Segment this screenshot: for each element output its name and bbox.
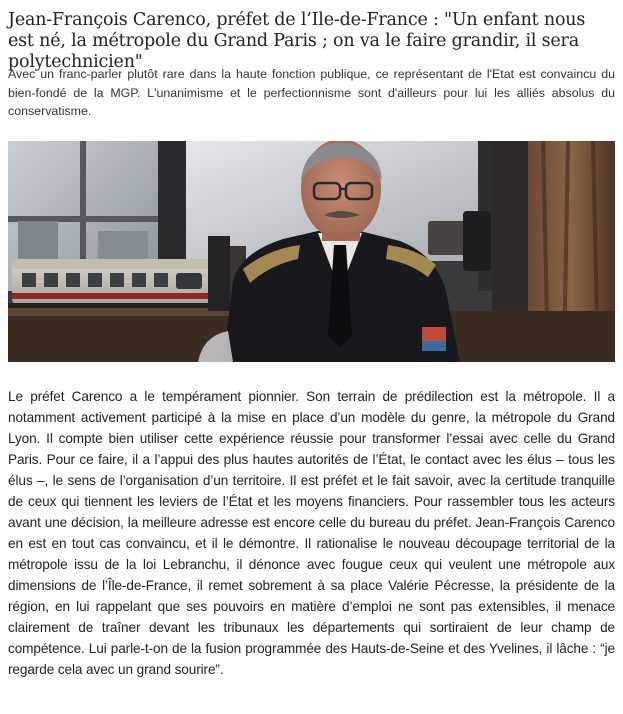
article-photo (8, 141, 615, 362)
article-headline: Jean-François Carenco, préfet de l’Ile-de-France : "Un enfant nous est né, la métropole du Grand Paris ; on va le faire grandir, il sera polytechnicien" (8, 10, 586, 72)
article-lede: Avec un franc-parler plutôt rare dans la haute fonction publique, ce représentant de l'Etat est convaincu du bien-fondé de la MGP. L'unanimisme et le perfectionnisme sont d'ailleurs pour lui les alliés absolus du conservatisme. (8, 67, 615, 118)
prefect-portrait-illustration (8, 141, 615, 362)
article-body: Le préfet Carenco a le tempérament pionnier. Son terrain de prédilection est la métropole. Il a notamment activement participé à la mise en place d’un modèle du genre, la métropole du Grand Lyon. Il compte bien utiliser cette expérience réussie pour transformer l’essai avec celle du Grand Paris. Pour ce faire, il a l’appui des plus hautes autorités de l’État, le contact avec les élus – tous les élus –, le sens de l’organisation d’un territoire. Il est préfet et le fait savoir, avec la certitude tranquille de ceux qui tiennent les leviers de l’État et les moyens financiers. Pour rassembler tous les acteurs avant une décision, la meilleure adresse est encore celle du bureau du préfet. Jean-François Carenco en est en tout cas convaincu, et il le démontre. Il rationalise le nouveau découpage territorial de la métropole issu de la loi Lebranchu, il dénonce avec fougue ceux qui veulent une métropole aux dimensions de l’Île-de-France, il remet sobrement à sa place Valérie Pécresse, la présidente de la région, en lui rappelant que ses pouvoirs en matière d’emploi ne sont pas extensibles, il menace clairement de traîner devant les tribunaux les départements qui sortiraient de leur champ de compétence. Lui parle-t-on de la fusion programmée des Hauts-de-Seine et des Yvelines, il lâche : “je regarde cela avec un grand sourire”. (8, 389, 615, 677)
